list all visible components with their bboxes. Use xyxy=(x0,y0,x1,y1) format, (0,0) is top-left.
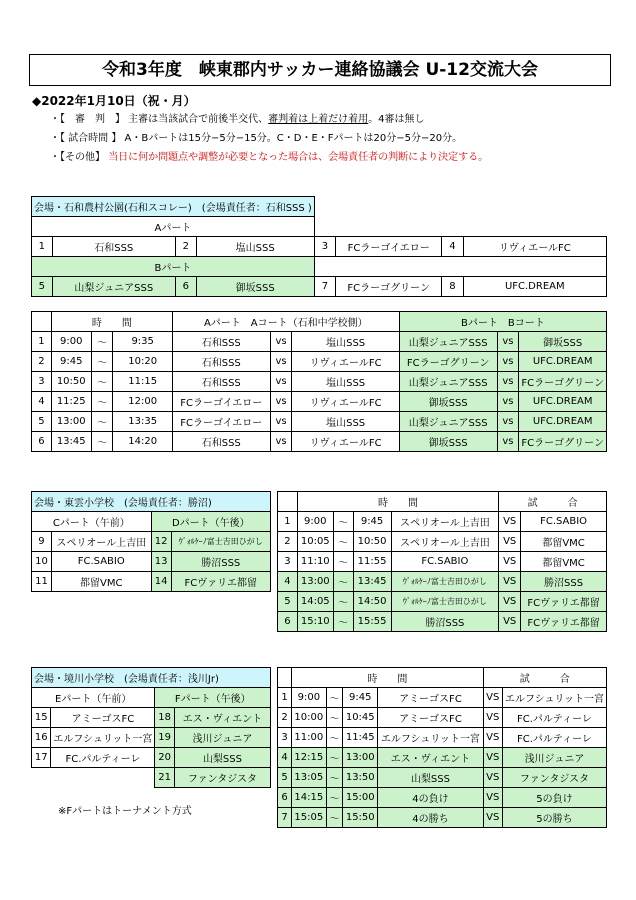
start-time: 13:00 xyxy=(51,412,91,432)
tilde: 〜 xyxy=(326,808,343,828)
home-team: 山梨ジュニアSSS xyxy=(399,412,497,432)
tilde: 〜 xyxy=(333,552,353,572)
sched1-partA-header: Aパート Aコート（石和中学校側） xyxy=(172,312,399,332)
team-name: アミーゴスFC xyxy=(51,708,155,728)
home-team: FCラーゴグリーン xyxy=(399,352,497,372)
team-number: 15 xyxy=(32,708,51,728)
home-team: 4の負け xyxy=(378,788,483,808)
table-row xyxy=(278,748,607,768)
home-team: エルフシュリット一宮 xyxy=(378,728,483,748)
home-team: 石和SSS xyxy=(172,372,270,392)
start-time: 9:45 xyxy=(51,352,91,372)
footnote: ※Fパートはトーナメント方式 xyxy=(58,806,192,817)
venue2-schedule-table xyxy=(277,491,607,632)
away-team: 塩山SSS xyxy=(292,332,399,352)
start-time: 9:00 xyxy=(297,512,333,532)
away-team: 5の勝ち xyxy=(502,808,606,828)
venue3-schedule-table xyxy=(277,667,607,828)
match-number: 1 xyxy=(278,688,292,708)
start-time: 11:10 xyxy=(297,552,333,572)
match-number: 3 xyxy=(32,372,52,392)
away-team: UFC.DREAM xyxy=(519,412,607,432)
partF-label: Fパート（午後） xyxy=(155,688,271,708)
team-number: 16 xyxy=(32,728,51,748)
team-number: 11 xyxy=(32,572,52,592)
sched1-partB-header: Bパート Bコート xyxy=(399,312,606,332)
tilde: 〜 xyxy=(91,332,113,352)
start-time: 10:50 xyxy=(51,372,91,392)
team-name: エス・ヴィエント xyxy=(174,708,270,728)
team-number: 1 xyxy=(32,237,53,257)
match-number: 4 xyxy=(278,572,298,592)
tilde: 〜 xyxy=(333,512,353,532)
tilde: 〜 xyxy=(91,412,113,432)
team-name: リヴィエールFC xyxy=(463,237,606,257)
tilde: 〜 xyxy=(326,728,343,748)
start-time: 10:05 xyxy=(297,532,333,552)
team-name: 都留VMC xyxy=(51,572,151,592)
team-number: 12 xyxy=(151,532,171,552)
vs-label: VS xyxy=(483,688,502,708)
table-row xyxy=(278,768,607,788)
tilde: 〜 xyxy=(326,688,343,708)
event-date: ◆2022年1月10日（祝・月） xyxy=(32,94,196,108)
home-team: ｳﾞｫﾙｹｰﾉ富士吉田ひがし xyxy=(391,572,499,592)
team-number: 3 xyxy=(314,237,335,257)
vs-label: VS xyxy=(483,788,502,808)
away-team: 都留VMC xyxy=(521,532,607,552)
table-row xyxy=(278,708,607,728)
end-time: 11:55 xyxy=(353,552,391,572)
vs-label: vs xyxy=(270,352,292,372)
home-team: エス・ヴィエント xyxy=(378,748,483,768)
tilde: 〜 xyxy=(91,392,113,412)
team-name: 塩山SSS xyxy=(196,237,314,257)
team-number: 19 xyxy=(155,728,174,748)
match-number: 5 xyxy=(278,592,298,612)
match-number: 4 xyxy=(32,392,52,412)
away-team: 都留VMC xyxy=(521,552,607,572)
home-team: FC.SABIO xyxy=(391,552,499,572)
team-number: 18 xyxy=(155,708,174,728)
away-team: リヴィエールFC xyxy=(292,432,399,452)
home-team: アミーゴスFC xyxy=(378,688,483,708)
venue1-schedule-table xyxy=(31,311,607,452)
table-row xyxy=(32,372,607,392)
partA-label: Aパート xyxy=(32,217,315,237)
vs-label: VS xyxy=(483,708,502,728)
tilde: 〜 xyxy=(333,532,353,552)
team-number: 20 xyxy=(155,748,174,768)
sched2-time-header: 時 間 xyxy=(297,492,498,512)
partC-label: Cパート（午前） xyxy=(32,512,152,532)
match-number: 4 xyxy=(278,748,292,768)
table-row xyxy=(278,688,607,708)
home-team: スペリオール上吉田 xyxy=(391,532,499,552)
table-row xyxy=(32,332,607,352)
match-number: 1 xyxy=(32,332,52,352)
table-row xyxy=(278,552,607,572)
team-name: 勝沼SSS xyxy=(171,552,270,572)
home-team: FCラーゴイエロー xyxy=(172,412,270,432)
vs-label: VS xyxy=(499,552,521,572)
table-row xyxy=(278,788,607,808)
away-team: FC.パルティーレ xyxy=(502,708,606,728)
other-note: ・【その他】 当日に何か問題点や調整が必要となった場合は、会場責任者の判断により決定する。 xyxy=(50,152,489,163)
home-team: スペリオール上吉田 xyxy=(391,512,499,532)
away-team: エルフシュリット一宮 xyxy=(502,688,606,708)
table-row xyxy=(278,572,607,592)
partD-label: Dパート（午後） xyxy=(151,512,270,532)
team-row xyxy=(32,708,271,728)
vs-label: VS xyxy=(499,512,521,532)
away-team: リヴィエールFC xyxy=(292,352,399,372)
vs-label: vs xyxy=(270,432,292,452)
away-team: FCヴァリエ都留 xyxy=(521,592,607,612)
tilde: 〜 xyxy=(326,788,343,808)
home-team: ｳﾞｫﾙｹｰﾉ富士吉田ひがし xyxy=(391,592,499,612)
home-team: FCラーゴイエロー xyxy=(172,392,270,412)
away-team: UFC.DREAM xyxy=(519,392,607,412)
tilde: 〜 xyxy=(91,372,113,392)
home-team: 勝沼SSS xyxy=(391,612,499,632)
venue3-header: 会場・境川小学校 (会場責任者：浅川Jr) xyxy=(32,668,271,688)
team-name: ファンタジスタ xyxy=(174,768,270,788)
team-name: FCヴァリエ都留 xyxy=(171,572,270,592)
match-number: 6 xyxy=(32,432,52,452)
team-name: 御坂SSS xyxy=(196,277,314,297)
start-time: 15:05 xyxy=(292,808,327,828)
start-time: 9:00 xyxy=(51,332,91,352)
start-time: 13:00 xyxy=(297,572,333,592)
team-name xyxy=(51,768,155,788)
team-name: ｳﾞｫﾙｹｰﾉ富士吉田ひがし xyxy=(171,532,270,552)
end-time: 10:45 xyxy=(343,708,378,728)
team-row xyxy=(32,552,271,572)
end-time: 10:20 xyxy=(113,352,172,372)
sched2-match-header: 試 合 xyxy=(499,492,607,512)
match-number: 1 xyxy=(278,512,298,532)
start-time: 11:00 xyxy=(292,728,327,748)
away-team: リヴィエールFC xyxy=(292,392,399,412)
vs-label: vs xyxy=(497,432,519,452)
end-time: 11:15 xyxy=(113,372,172,392)
match-number: 7 xyxy=(278,808,292,828)
start-time: 9:00 xyxy=(292,688,327,708)
match-number: 6 xyxy=(278,788,292,808)
home-team: 石和SSS xyxy=(172,352,270,372)
home-team: 石和SSS xyxy=(172,432,270,452)
tilde: 〜 xyxy=(326,748,343,768)
match-number: 3 xyxy=(278,728,292,748)
table-row xyxy=(278,728,607,748)
away-team: 勝沼SSS xyxy=(521,572,607,592)
vs-label: vs xyxy=(497,332,519,352)
start-time: 14:05 xyxy=(297,592,333,612)
home-team: 4の勝ち xyxy=(378,808,483,828)
team-row xyxy=(32,768,271,788)
tilde: 〜 xyxy=(91,432,113,452)
end-time: 14:50 xyxy=(353,592,391,612)
team-name: 山梨SSS xyxy=(174,748,270,768)
sched3-match-header: 試 合 xyxy=(483,668,606,688)
vs-label: vs xyxy=(497,352,519,372)
match-number: 2 xyxy=(278,708,292,728)
end-time: 9:45 xyxy=(353,512,391,532)
end-time: 10:50 xyxy=(353,532,391,552)
match-number: 6 xyxy=(278,612,298,632)
team-number: 5 xyxy=(32,277,53,297)
end-time: 9:35 xyxy=(113,332,172,352)
vs-label: VS xyxy=(499,612,521,632)
vs-label: VS xyxy=(499,592,521,612)
page-title: 令和3年度 峡東郡内サッカー連絡協議会 U-12交流大会 xyxy=(29,54,611,86)
away-team: FC.SABIO xyxy=(521,512,607,532)
venue1-header: 会場・石和農村公園(石和スコレー) (会場責任者：石和SSS ) xyxy=(32,197,315,217)
table-row xyxy=(32,392,607,412)
vs-label: vs xyxy=(497,372,519,392)
away-team: 5の負け xyxy=(502,788,606,808)
end-time: 13:50 xyxy=(343,768,378,788)
vs-label: vs xyxy=(497,392,519,412)
table-row xyxy=(278,512,607,532)
vs-label: VS xyxy=(483,748,502,768)
away-team: 御坂SSS xyxy=(519,332,607,352)
team-row xyxy=(32,237,607,257)
tilde: 〜 xyxy=(333,572,353,592)
vs-label: vs xyxy=(270,372,292,392)
team-number: 8 xyxy=(442,277,463,297)
table-row xyxy=(32,432,607,452)
team-row xyxy=(32,728,271,748)
match-number: 3 xyxy=(278,552,298,572)
away-team: 塩山SSS xyxy=(292,412,399,432)
tilde: 〜 xyxy=(91,352,113,372)
partB-label: Bパート xyxy=(32,257,315,277)
team-name: 山梨ジュニアSSS xyxy=(52,277,175,297)
team-name: FC.パルティーレ xyxy=(51,748,155,768)
tilde: 〜 xyxy=(326,708,343,728)
team-number: 21 xyxy=(155,768,174,788)
match-number: 2 xyxy=(32,352,52,372)
away-team: UFC.DREAM xyxy=(519,352,607,372)
match-number: 5 xyxy=(278,768,292,788)
tilde: 〜 xyxy=(326,768,343,788)
team-number: 13 xyxy=(151,552,171,572)
team-name: スペリオール上吉田 xyxy=(51,532,151,552)
table-row xyxy=(278,808,607,828)
partE-label: Eパート（午前） xyxy=(32,688,155,708)
home-team: 山梨ジュニアSSS xyxy=(399,332,497,352)
team-number: 4 xyxy=(442,237,463,257)
home-team: 御坂SSS xyxy=(399,392,497,412)
tilde: 〜 xyxy=(333,612,353,632)
end-time: 13:00 xyxy=(343,748,378,768)
vs-label: VS xyxy=(483,768,502,788)
match-time-note: ・【 試合時間 】 A・Bパートは15分−5分−15分。C・D・E・Fパートは20分−5分−20分。 xyxy=(50,133,463,144)
team-number: 6 xyxy=(175,277,196,297)
team-number: 2 xyxy=(175,237,196,257)
vs-label: vs xyxy=(270,332,292,352)
away-team: 浅川ジュニア xyxy=(502,748,606,768)
team-row xyxy=(32,277,607,297)
vs-label: vs xyxy=(270,412,292,432)
match-number: 5 xyxy=(32,412,52,432)
end-time: 12:00 xyxy=(113,392,172,412)
sched3-time-header: 時 間 xyxy=(292,668,483,688)
venue2-teams-table xyxy=(31,491,271,592)
sched1-time-header: 時 間 xyxy=(51,312,172,332)
team-number: 17 xyxy=(32,748,51,768)
start-time: 12:15 xyxy=(292,748,327,768)
referee-note: ・【 審 判 】 主審は当該試合で前後半交代、審判着は上着だけ着用。4審は無し xyxy=(50,114,425,125)
table-row xyxy=(278,592,607,612)
end-time: 15:00 xyxy=(343,788,378,808)
vs-label: vs xyxy=(497,412,519,432)
home-team: アミーゴスFC xyxy=(378,708,483,728)
away-team: FCラーゴグリーン xyxy=(519,432,607,452)
home-team: 石和SSS xyxy=(172,332,270,352)
match-number: 2 xyxy=(278,532,298,552)
start-time: 14:15 xyxy=(292,788,327,808)
table-row xyxy=(32,352,607,372)
end-time: 14:20 xyxy=(113,432,172,452)
team-name: 浅川ジュニア xyxy=(174,728,270,748)
home-team: 山梨ジュニアSSS xyxy=(399,372,497,392)
team-name: エルフシュリット一宮 xyxy=(51,728,155,748)
vs-label: VS xyxy=(499,532,521,552)
away-team: ファンタジスタ xyxy=(502,768,606,788)
start-time: 13:05 xyxy=(292,768,327,788)
vs-label: VS xyxy=(483,728,502,748)
team-number: 9 xyxy=(32,532,52,552)
team-number: 14 xyxy=(151,572,171,592)
team-number: 7 xyxy=(314,277,335,297)
away-team: FCラーゴグリーン xyxy=(519,372,607,392)
team-row xyxy=(32,532,271,552)
team-name: FCラーゴグリーン xyxy=(336,277,442,297)
table-row xyxy=(32,412,607,432)
home-team: 山梨SSS xyxy=(378,768,483,788)
venue1-teams-table xyxy=(31,196,607,297)
team-number: 10 xyxy=(32,552,52,572)
end-time: 13:45 xyxy=(353,572,391,592)
away-team: FCヴァリエ都留 xyxy=(521,612,607,632)
venue2-header: 会場・東雲小学校 (会場責任者：勝沼) xyxy=(32,492,271,512)
team-name: FCラーゴイエロー xyxy=(336,237,442,257)
away-team: FC.パルティーレ xyxy=(502,728,606,748)
end-time: 13:35 xyxy=(113,412,172,432)
team-name: FC.SABIO xyxy=(51,552,151,572)
vs-label: VS xyxy=(483,808,502,828)
team-row xyxy=(32,572,271,592)
team-name: UFC.DREAM xyxy=(463,277,606,297)
tilde: 〜 xyxy=(333,592,353,612)
vs-label: VS xyxy=(499,572,521,592)
end-time: 11:45 xyxy=(343,728,378,748)
end-time: 15:55 xyxy=(353,612,391,632)
venue3-teams-table xyxy=(31,667,271,788)
end-time: 9:45 xyxy=(343,688,378,708)
table-row xyxy=(278,532,607,552)
team-row xyxy=(32,748,271,768)
start-time: 15:10 xyxy=(297,612,333,632)
vs-label: vs xyxy=(270,392,292,412)
home-team: 御坂SSS xyxy=(399,432,497,452)
team-name: 石和SSS xyxy=(52,237,175,257)
team-number xyxy=(32,768,51,788)
away-team: 塩山SSS xyxy=(292,372,399,392)
table-row xyxy=(278,612,607,632)
start-time: 13:45 xyxy=(51,432,91,452)
start-time: 10:00 xyxy=(292,708,327,728)
end-time: 15:50 xyxy=(343,808,378,828)
start-time: 11:25 xyxy=(51,392,91,412)
